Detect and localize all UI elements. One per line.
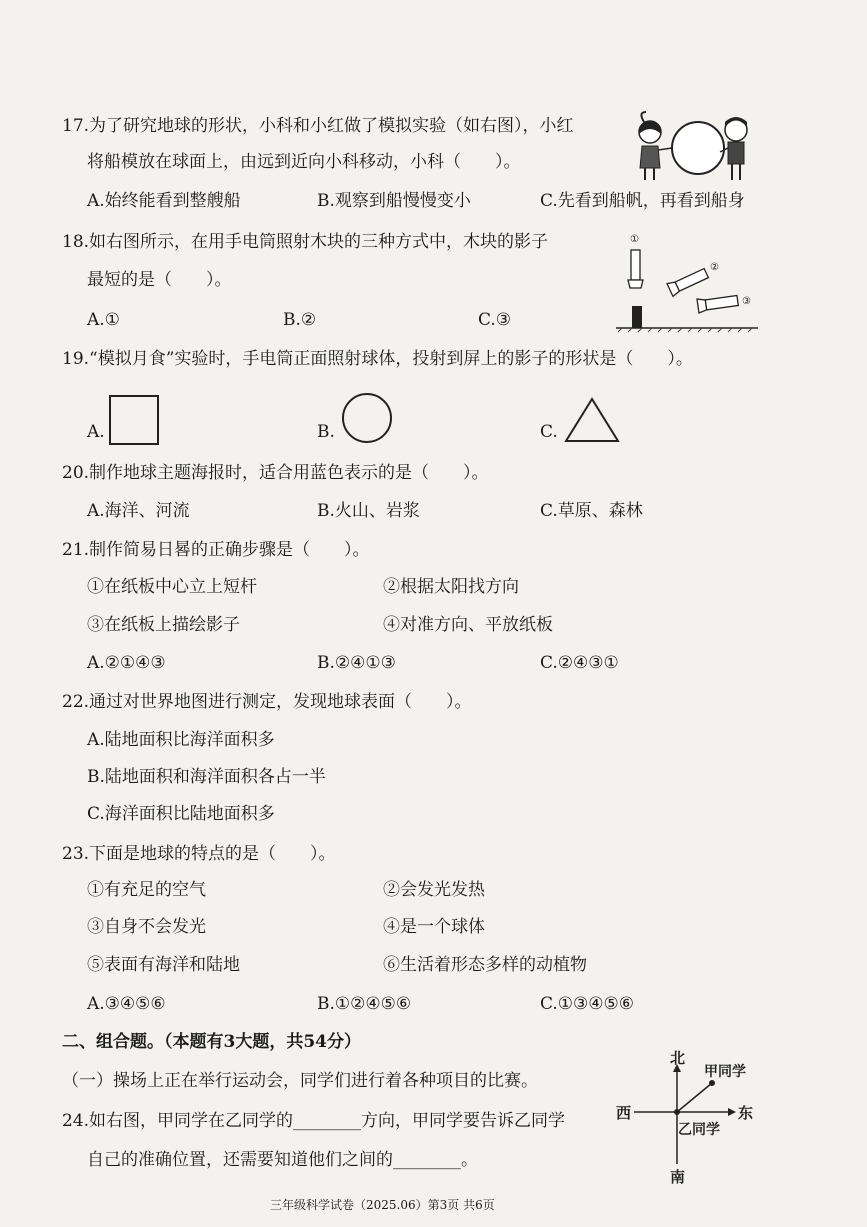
flashlight-1-label: ① xyxy=(630,234,639,245)
q21-step-4: ④对准方向、平放纸板 xyxy=(383,615,553,635)
q23-option-a: A.③④⑤⑥ xyxy=(87,994,166,1014)
q19-option-c: C. xyxy=(540,422,558,442)
q17-option-b: B.观察到船慢慢变小 xyxy=(317,191,471,211)
q23-item-4: ④是一个球体 xyxy=(383,917,485,937)
flashlight-2-label: ② xyxy=(710,262,719,273)
q18-option-a: A.① xyxy=(87,310,120,330)
q18-stem-line2: 最短的是（ ）。 xyxy=(87,270,232,290)
student-a-point-icon xyxy=(709,1080,715,1086)
flashlight-figure xyxy=(612,228,762,336)
q23-item-1: ①有充足的空气 xyxy=(87,880,206,900)
flashlight-3-label: ③ xyxy=(742,296,751,307)
q24-stem-line1: 24.如右图，甲同学在乙同学的________方向，甲同学要告诉乙同学 xyxy=(62,1111,566,1131)
q17-stem-line1: 17.为了研究地球的形状，小科和小红做了模拟实验（如右图），小红 xyxy=(62,116,574,136)
section-2-subheading: （一）操场上正在举行运动会，同学们进行着各种项目的比赛。 xyxy=(62,1071,538,1091)
circle-icon xyxy=(340,391,394,445)
q20-option-a: A.海洋、河流 xyxy=(87,501,190,521)
flashlight-2-icon xyxy=(667,267,709,297)
compass-figure xyxy=(612,1048,762,1184)
q19-option-a: A. xyxy=(87,422,105,442)
q21-step-1: ①在纸板中心立上短杆 xyxy=(87,577,257,597)
q18-option-b: B.② xyxy=(283,310,317,330)
q23-stem: 23.下面是地球的特点的是（ ）。 xyxy=(62,844,336,864)
q21-step-2: ②根据太阳找方向 xyxy=(383,577,519,597)
flashlight-3-icon xyxy=(697,294,739,313)
q17-option-a: A.始终能看到整艘船 xyxy=(87,191,241,211)
q22-option-a: A.陆地面积比海洋面积多 xyxy=(87,730,275,750)
student-b-point-icon xyxy=(674,1109,680,1115)
q21-step-3: ③在纸板上描绘影子 xyxy=(87,615,240,635)
q19-option-b: B. xyxy=(317,422,335,442)
east-arrow-icon xyxy=(728,1108,736,1116)
q23-item-5: ⑤表面有海洋和陆地 xyxy=(87,955,240,975)
section-2-title: 二、组合题。（本题有3大题，共54分） xyxy=(62,1032,361,1052)
globe-icon xyxy=(672,122,724,174)
q22-stem: 22.通过对世界地图进行测定，发现地球表面（ ）。 xyxy=(62,692,472,712)
q22-option-c: C.海洋面积比陆地面积多 xyxy=(87,804,275,824)
flashlight-1-icon xyxy=(628,250,643,288)
triangle-icon xyxy=(563,396,621,444)
q20-stem: 20.制作地球主题海报时，适合用蓝色表示的是（ ）。 xyxy=(62,463,489,483)
q21-option-c: C.②④③① xyxy=(540,653,619,673)
globe-experiment-figure xyxy=(628,108,758,183)
compass-west-label: 西 xyxy=(616,1104,632,1122)
q17-stem-line2: 将船模放在球面上，由远到近向小科移动，小科（ ）。 xyxy=(87,152,521,172)
q21-option-a: A.②①④③ xyxy=(87,653,166,673)
q23-item-3: ③自身不会发光 xyxy=(87,917,206,937)
q23-item-2: ②会发光发热 xyxy=(383,880,485,900)
q18-option-c: C.③ xyxy=(478,310,512,330)
q20-option-c: C.草原、森林 xyxy=(540,501,643,521)
q23-option-b: B.①②④⑤⑥ xyxy=(317,994,412,1014)
wood-block-icon xyxy=(632,306,642,328)
student-b-label: 乙同学 xyxy=(678,1122,720,1138)
q20-option-b: B.火山、岩浆 xyxy=(317,501,420,521)
q17-option-c: C.先看到船帆，再看到船身 xyxy=(540,191,745,211)
q23-item-6: ⑥生活着形态多样的动植物 xyxy=(383,955,587,975)
q19-stem: 19.“模拟月食”实验时，手电筒正面照射球体，投射到屏上的影子的形状是（ ）。 xyxy=(62,349,693,369)
girl-figure-icon xyxy=(639,112,672,180)
q21-option-b: B.②④①③ xyxy=(317,653,396,673)
square-icon xyxy=(108,394,160,446)
q23-option-c: C.①③④⑤⑥ xyxy=(540,994,635,1014)
compass-east-label: 东 xyxy=(738,1104,754,1122)
compass-north-label: 北 xyxy=(670,1049,686,1067)
compass-south-label: 南 xyxy=(670,1168,686,1184)
student-a-label: 甲同学 xyxy=(704,1064,746,1080)
page-footer: 三年级科学试卷（2025.06）第3页 共6页 xyxy=(270,1198,495,1212)
direction-line xyxy=(677,1083,712,1112)
q18-stem-line1: 18.如右图所示，在用手电筒照射木块的三种方式中，木块的影子 xyxy=(62,232,549,252)
q24-stem-line2: 自己的准确位置，还需要知道他们之间的________。 xyxy=(87,1150,478,1170)
q22-option-b: B.陆地面积和海洋面积各占一半 xyxy=(87,767,326,787)
q21-stem: 21.制作简易日晷的正确步骤是（ ）。 xyxy=(62,540,370,560)
